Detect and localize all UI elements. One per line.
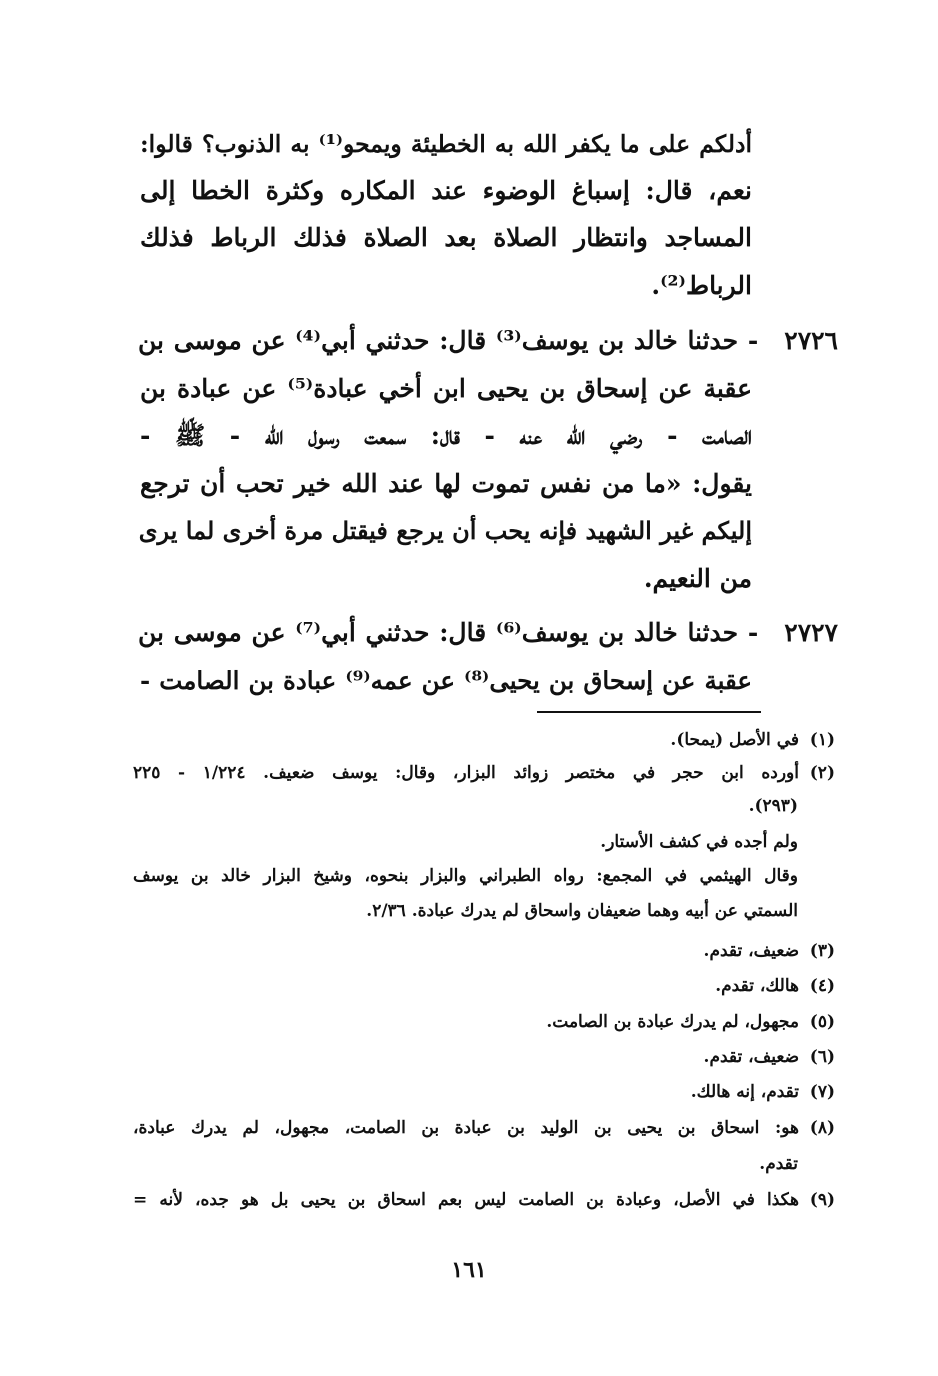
text-line: المساجد وانتظار الصلاة بعد الصلاة فذلك الرباط فذلك [140,223,752,252]
hadith-line [138,610,838,656]
footnote-1: (١)في الأصل (يمحا). [670,730,835,750]
footnote-5: (٥)مجهول، لم يدرك عبادة بن الصامت. [546,1012,835,1032]
text-line: - حدثنا خالد بن يوسف⁽³⁾ قال: حدثني أبي⁽⁴⁾ عن موسى بن [138,326,759,355]
text-line: عقبة عن إسحاق بن يحيى ابن أخي عبادة⁽⁵⁾ عن عبادة بن [140,374,752,403]
footnote-9: (٩)هكذا في الأصل، وعبادة بن الصامت ليس بعم اسحاق بن يحيى بل هو جده، لأنه = [133,1190,835,1210]
text-line: الرباط⁽²⁾. [651,271,752,300]
text-line: - حدثنا خالد بن يوسف⁽⁶⁾ قال: حدثني أبي⁽⁷⁾ عن موسى بن [138,618,759,647]
text-line: من النعيم. [643,564,752,593]
footnote-3: (٣)ضعيف، تقدم. [703,941,835,961]
hadith-number: ٢٧٢٧ [784,618,838,647]
footnote-4: (٤)هالك، تقدم. [715,976,835,996]
text-line: إليكم غير الشهيد فإنه يحب أن يرجع فيقتل مرة أخرى لما يرى [138,516,752,545]
footnote-2-cont: وقال الهيثمي في المجمع: رواه الطبراني والبزار بنحوه، وشيخ البزار خالد بن يوسف [133,866,798,886]
footnote-7: (٧)تقدم، إنه هالك. [690,1082,835,1102]
hadith-line [138,318,838,364]
text-line: أدلكم على ما يكفر الله به الخطيئة ويمحو⁽¹⁾ به الذنوب؟ قالوا: [140,130,752,158]
footnote-8-cont: تقدم. [759,1154,798,1174]
text-line: الصامت - رضي الله عنه - قال: سمعت رسول الله - ﷺ - [140,421,752,450]
text-line: عقبة عن إسحاق بن يحيى⁽⁸⁾ عن عمه⁽⁹⁾ عبادة بن الصامت - [140,666,752,695]
footnote-2-cont: ولم أجده في كشف الأستار. [600,832,798,852]
text-line: يقول: «ما من نفس تموت لها عند الله خير تحب أن ترجع [140,469,752,498]
footnote-separator [537,711,761,713]
footnote-2-cont: (٢٩٣). [748,796,798,816]
footnote-8: (٨)هو: اسحاق بن يحيى بن الوليد بن عبادة بن الصامت، مجهول، لم يدرك عبادة، [133,1118,835,1138]
footnote-6: (٦)ضعيف، تقدم. [703,1047,835,1067]
text-line: نعم، قال: إسباغ الوضوء عند المكاره وكثرة الخطا إلى [140,176,752,205]
footnote-2-cont: السمتي عن أبيه وهما ضعيفان واسحاق لم يدرك عبادة. ٢/٣٦. [366,901,798,921]
page-number: ١٦١ [451,1257,487,1283]
hadith-number: ٢٧٢٦ [784,326,838,355]
footnote-2: (٢)أورده ابن حجر في مختصر زوائد البزار، وقال: يوسف ضعيف. ١/٢٢٤ - ٢٢٥ [133,763,835,783]
